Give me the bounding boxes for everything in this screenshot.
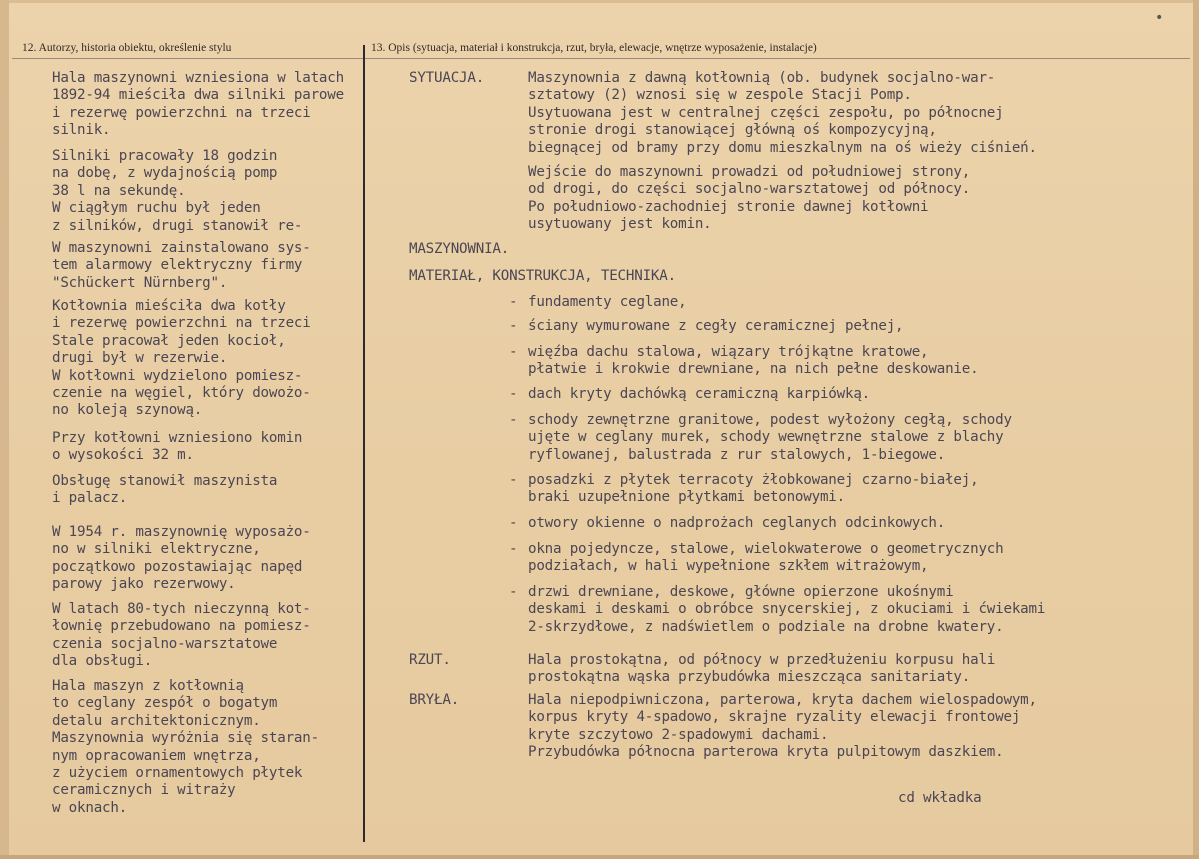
section-13-header: 13. Opis (sytuacja, materiał i konstrukcja, rzut, bryła, elewacje, wnętrze wyposażenie, instalacje)	[371, 42, 817, 54]
list-bullet: -	[509, 294, 518, 310]
bryla-text-line: korpus kryty 4-spadowo, skrajne ryzality elewacji frontowej	[528, 709, 1021, 726]
history-text-line: W ciągłym ruchu był jeden	[52, 200, 261, 217]
history-text-line: nym opracowaniem wnętrza,	[52, 747, 261, 764]
material-item-line: ujęte w ceglany murek, schody wewnętrzne stalowe z blachy	[528, 429, 1004, 446]
material-item-line: płatwie i krokwie drewniane, na nich pełne deskowanie.	[528, 361, 979, 378]
sytuacja-text-line: Maszynownia z dawną kotłownią (ob. budynek socjalno-war-	[528, 70, 996, 86]
continuation-note: cd wkładka	[898, 790, 982, 806]
history-text-line: parowy jako rezerwowy.	[52, 576, 236, 593]
history-text-line: i rezerwę powierzchni na trzeci	[52, 104, 311, 121]
history-text-line: to ceglany zespół o bogatym	[52, 695, 278, 712]
list-bullet: -	[509, 541, 518, 557]
material-item-line: fundamenty ceglane,	[528, 294, 687, 310]
history-text-line: łownię przebudowano na pomiesz-	[52, 618, 311, 635]
history-text-line: Maszynownia wyróżnia się staran-	[52, 730, 319, 747]
history-text-line: W 1954 r. maszynownię wyposażo-	[52, 524, 311, 540]
history-text-line: Kotłownia mieściła dwa kotły	[52, 298, 286, 314]
history-text-line: silnik.	[52, 122, 111, 139]
history-text-line: i rezerwę powierzchni na trzeci	[52, 315, 311, 332]
sytuacja-text-line: Po południowo-zachodniej stronie dawnej kotłowni	[528, 198, 929, 215]
material-item-line: okna pojedyncze, stalowe, wielokwaterowe o geometrycznych	[528, 541, 1004, 557]
material-item-line: braki uzupełnione płytkami betonowymi.	[528, 489, 845, 506]
list-bullet: -	[509, 318, 518, 334]
list-bullet: -	[509, 584, 518, 600]
material-item-line: ściany wymurowane z cegły ceramicznej pełnej,	[528, 318, 904, 334]
history-text-line: z użyciem ornamentowych płytek	[52, 765, 303, 781]
history-text-line: czenia socjalno-warsztatowe	[52, 635, 278, 652]
history-text-line: z silników, drugi stanowił re-	[52, 217, 303, 234]
history-text-line: na dobę, z wydajnością pomp	[52, 165, 278, 182]
list-bullet: -	[509, 344, 518, 360]
history-text-line: czenie na węgiel, który dowożo-	[52, 385, 311, 401]
section-12-header: 12. Autorzy, historia obiektu, określenie stylu	[22, 42, 232, 54]
history-text-line: dla obsługi.	[52, 653, 153, 670]
card-edge-left	[0, 0, 9, 859]
list-bullet: -	[509, 412, 518, 428]
rzut-text-line: Hala prostokątna, od północy w przedłużeniu korpusu hali	[528, 652, 996, 668]
list-bullet: -	[509, 472, 518, 488]
history-text-line: tem alarmowy elektryczny firmy	[52, 257, 303, 274]
material-item-line: dach kryty dachówką ceramiczną karpiówką.	[528, 386, 871, 402]
history-text-line: detalu architektonicznym.	[52, 712, 261, 729]
list-bullet: -	[509, 386, 518, 402]
header-divider	[12, 58, 1190, 59]
column-divider	[363, 45, 365, 842]
section-label-rzut: RZUT.	[409, 652, 451, 668]
history-text-line: no koleją szynową.	[52, 402, 203, 419]
bryla-text-line: kryte szczytowo 2-spadowymi dachami.	[528, 726, 829, 743]
history-text-line: drugi był w rezerwie.	[52, 350, 228, 367]
material-item-line: deskami i deskami o obróbce snycerskiej, z okuciami i ćwiekami	[528, 601, 1046, 618]
history-text-line: no w silniki elektryczne,	[52, 541, 261, 558]
bryla-text-line: Przybudówka północna parterowa kryta pulpitowym daszkiem.	[528, 744, 1004, 761]
history-text-line: Obsługę stanowił maszynista	[52, 473, 278, 489]
section-label-sytuacja: SYTUACJA.	[409, 70, 485, 86]
corner-mark: •	[1155, 10, 1164, 26]
history-text-line: o wysokości 32 m.	[52, 447, 194, 464]
history-text-line: 1892-94 mieściła dwa silniki parowe	[52, 87, 344, 104]
card-edge-bottom	[0, 855, 1199, 859]
history-text-line: Hala maszynowni wzniesiona w latach	[52, 70, 344, 86]
sytuacja-text-line: sztatowy (2) wznosi się w zespole Stacji Pomp.	[528, 87, 912, 104]
section-label-bryla: BRYŁA.	[409, 692, 460, 708]
section-label-material: MATERIAŁ, KONSTRUKCJA, TECHNIKA.	[409, 268, 676, 284]
rzut-text-line: prostokątna wąska przybudówka mieszcząca sanitariaty.	[528, 669, 971, 686]
material-item-line: schody zewnętrzne granitowe, podest wyłożony cegłą, schody	[528, 412, 1012, 428]
history-text-line: Hala maszyn z kotłownią	[52, 678, 244, 694]
material-item-line: 2-skrzydłowe, z nadświetlem o podziale na drobne kwatery.	[528, 618, 1004, 635]
history-text-line: w oknach.	[52, 799, 128, 816]
sytuacja-text-line: od drogi, do części socjalno-warsztatowej od północy.	[528, 181, 971, 198]
material-item-line: więźba dachu stalowa, wiązary trójkątne kratowe,	[528, 344, 929, 360]
history-text-line: ceramicznych i witraży	[52, 782, 236, 799]
material-item-line: ryflowanej, balustrada z rur stalowych, 1-biegowe.	[528, 446, 946, 463]
list-bullet: -	[509, 515, 518, 531]
history-text-line: początkowo pozostawiając napęd	[52, 558, 303, 575]
history-text-line: Stale pracował jeden kocioł,	[52, 332, 286, 349]
history-text-line: "Schückert Nürnberg".	[52, 274, 228, 291]
history-text-line: W latach 80-tych nieczynną kot-	[52, 601, 311, 617]
history-text-line: Przy kotłowni wzniesiono komin	[52, 430, 303, 446]
sytuacja-text-line: usytuowany jest komin.	[528, 216, 712, 233]
card-edge-right	[1193, 0, 1199, 859]
history-text-line: W maszynowni zainstalowano sys-	[52, 240, 311, 256]
material-item-line: otwory okienne o nadprożach ceglanych odcinkowych.	[528, 515, 946, 531]
section-label-maszynownia: MASZYNOWNIA.	[409, 241, 510, 257]
sytuacja-text-line: biegnącej od bramy przy domu mieszkalnym na oś wieży ciśnień.	[528, 139, 1037, 156]
history-text-line: Silniki pracowały 18 godzin	[52, 148, 278, 164]
history-text-line: W kotłowni wydzielono pomiesz-	[52, 367, 303, 384]
material-item-line: podziałach, w hali wypełnione szkłem witrażowym,	[528, 558, 929, 575]
bryla-text-line: Hala niepodpiwniczona, parterowa, kryta dachem wielospadowym,	[528, 692, 1037, 708]
history-text-line: i palacz.	[52, 490, 128, 507]
sytuacja-text-line: Wejście do maszynowni prowadzi od południowej strony,	[528, 164, 971, 180]
material-item-line: posadzki z płytek terracoty żłobkowanej czarno-białej,	[528, 472, 979, 488]
sytuacja-text-line: stronie drogi stanowiącej główną oś kompozycyjną,	[528, 122, 937, 139]
history-text-line: 38 l na sekundę.	[52, 182, 186, 199]
material-item-line: drzwi drewniane, deskowe, główne opierzone ukośnymi	[528, 584, 954, 600]
sytuacja-text-line: Usytuowana jest w centralnej części zespołu, po północnej	[528, 104, 1004, 121]
card-edge-top	[0, 0, 1199, 3]
